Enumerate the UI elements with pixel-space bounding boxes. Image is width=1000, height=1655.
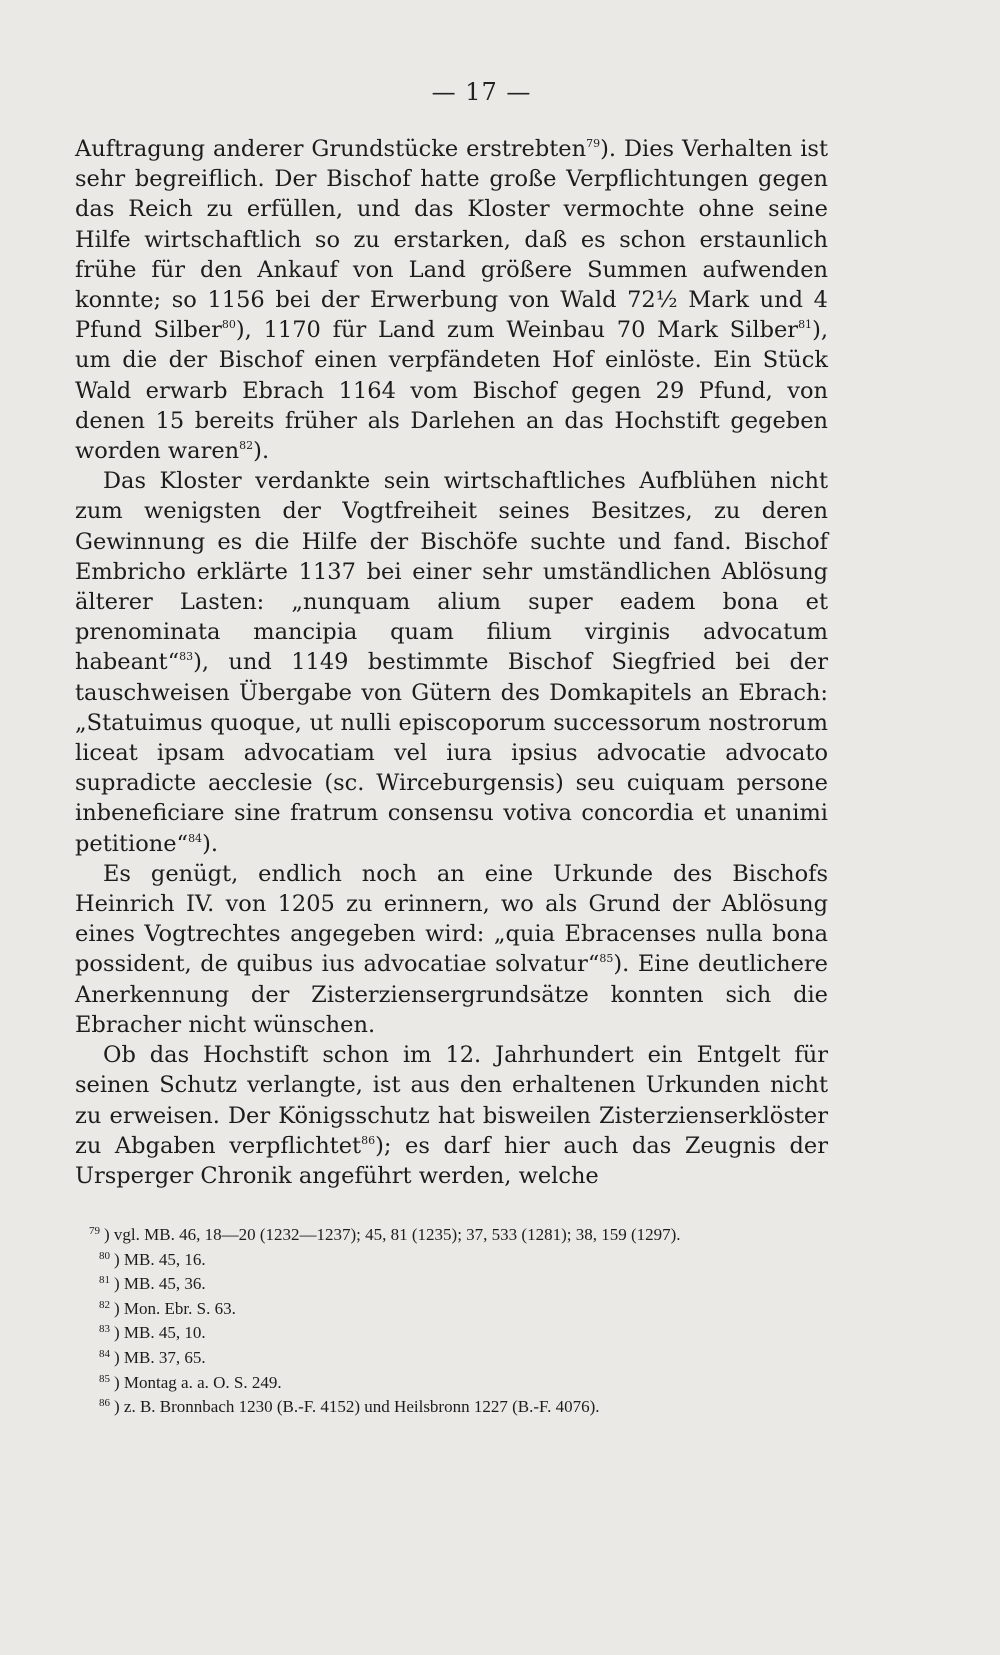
footnote-reference: 83 xyxy=(179,650,194,664)
paragraph xyxy=(75,134,828,466)
footnote-reference: 80 xyxy=(221,318,236,332)
footnote xyxy=(87,1246,828,1271)
page-number: — 17 — xyxy=(431,78,532,106)
paragraph xyxy=(75,466,828,859)
footnote-number: 84 xyxy=(99,1348,110,1361)
footnote-reference: 79 xyxy=(586,137,601,150)
text-segment: Auftragung anderer Grundstücke erstrebten xyxy=(75,136,587,162)
footnote-text: ) MB. 37, 65. xyxy=(114,1348,206,1368)
paragraph xyxy=(75,859,828,1040)
footnote-number: 82 xyxy=(99,1298,110,1311)
footnote-text: ) Montag a. a. O. S. 249. xyxy=(114,1372,282,1392)
footnote-number: 79 xyxy=(89,1225,100,1238)
footnote xyxy=(75,1221,828,1246)
paragraph xyxy=(75,1040,828,1191)
footnote-text: ) MB. 45, 10. xyxy=(114,1323,206,1343)
footnote-reference: 82 xyxy=(239,439,254,453)
text-segment: ). Dies Verhalten ist sehr begreiflich. Der Bischof hatte große Verpflichtungen gegen das Reich zu erfüllen, und das Kloster vermochte ohne seine Hilfe wirtschaftlich so zu erstarken, daß es schon erstaunlich frühe für den Ankauf von Land größere Summen aufwenden konnte; so 1156 bei der Erwerbung von Wald 72½ Mark und 4 Pfund Silber xyxy=(75,136,828,344)
footnote-reference: 81 xyxy=(798,318,813,332)
footnote-reference: 84 xyxy=(188,831,203,845)
footnote xyxy=(87,1393,828,1418)
footnote-number: 80 xyxy=(99,1249,110,1262)
footnote-text: ) MB. 45, 36. xyxy=(114,1274,206,1294)
text-segment: ). xyxy=(253,438,270,465)
footnote xyxy=(87,1369,828,1394)
footnote xyxy=(87,1295,828,1320)
footnote xyxy=(87,1319,828,1344)
text-segment: Das Kloster verdankte sein wirtschaftliches Aufblühen nicht zum wenigsten der Vogtfreiheit seines Besitzes, zu deren Gewinnung es die Hilfe der Bischöfe suchte und fand. Bischof Embricho erklärte 1137 bei einer sehr umständlichen Ablösung älterer Lasten: „nunquam alium super eadem bona et prenominata mancipia quam filium virginis advocatum habeant“ xyxy=(75,468,828,676)
footnote-number: 86 xyxy=(99,1397,110,1410)
footnote-reference: 85 xyxy=(599,952,614,966)
text-segment: ); es darf hier auch das Zeugnis der Ursperger Chronik angeführt werden, welche xyxy=(75,1132,829,1189)
footnote-text: ) z. B. Bronnbach 1230 (B.-F. 4152) und Heilsbronn 1227 (B.-F. 4076). xyxy=(114,1397,600,1417)
footnote xyxy=(87,1270,828,1295)
footnotes xyxy=(75,1221,828,1418)
body-text xyxy=(75,134,828,1191)
footnote xyxy=(87,1344,828,1369)
footnote-number: 85 xyxy=(99,1372,110,1385)
text-segment: ). xyxy=(202,830,218,857)
footnote-number: 83 xyxy=(99,1323,110,1336)
text-segment: ), 1170 für Land zum Weinbau 70 Mark Silber xyxy=(235,317,799,344)
text-segment: ). Eine deutlichere Anerkennung der Zisterziensergrundsätze konnten sich die Ebracher nicht wünschen. xyxy=(75,951,828,1038)
text-segment: ), und 1149 bestimmte Bischof Siegfried bei der tauschweisen Übergabe von Gütern des Domkapitels an Ebrach: „Statuimus quoque, ut nulli episcoporum successorum nostrorum liceat ipsam advocatiam vel iura ipsius advocatie advocato supradicte aecclesie (sc. Wirceburgensis) seu cuiquam persone inbeneficiare sine fratrum consensu votiva concordia et unanimi petitione“ xyxy=(75,649,828,857)
text-segment: ), um die der Bischof einen verpfändeten Hof einlöste. Ein Stück Wald erwarb Ebrach 1164 vom Bischof gegen 29 Pfund, von denen 15 bereits früher als Darlehen an das Hochstift gegeben worden waren xyxy=(75,317,828,465)
footnote-text: ) vgl. MB. 46, 18—20 (1232—1237); 45, 81 (1235); 37, 533 (1281); 38, 159 (1297). xyxy=(104,1225,681,1245)
footnote-number: 81 xyxy=(99,1274,110,1287)
text-segment: Ob das Hochstift schon im 12. Jahrhundert ein Entgelt für seinen Schutz verlangte, ist aus den erhaltenen Urkunden nicht zu erweisen. Der Königsschutz hat bisweilen Zisterzienserklöster zu Abgaben verpflichtet xyxy=(75,1042,828,1159)
footnote-reference: 86 xyxy=(361,1133,376,1147)
footnote-text: ) MB. 45, 16. xyxy=(114,1249,206,1269)
footnote-text: ) Mon. Ebr. S. 63. xyxy=(114,1298,236,1318)
text-segment: Es genügt, endlich noch an eine Urkunde des Bischofs Heinrich IV. von 1205 zu erinnern, wo als Grund der Ablösung eines Vogtrechtes angegeben wird: „quia Ebracenses nulla bona possident, de quibus ius advocatiae solvatur“ xyxy=(75,860,828,978)
